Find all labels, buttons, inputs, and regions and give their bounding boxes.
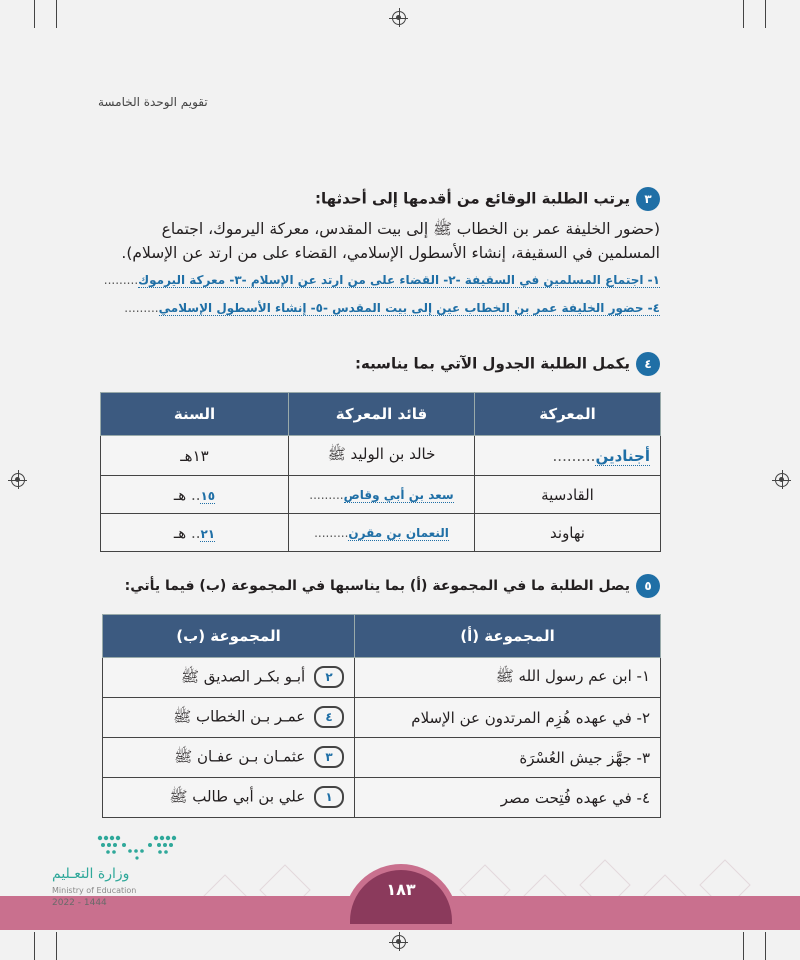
- crop-mark: [34, 932, 35, 960]
- column-header-battle: المعركة: [475, 393, 661, 436]
- question-3-number: ٣: [636, 187, 660, 211]
- table-row: [101, 514, 661, 552]
- battle-answer: أجنادين: [595, 446, 650, 465]
- question-3-line-2: المسلمين في السقيفة، إنشاء الأسطول الإسلامي، القضاء على من ارتد عن الإسلام).: [121, 244, 660, 262]
- group-a-cell: ٣- جهَّز جيش العُسْرَة: [355, 738, 661, 778]
- answer-dots: .........: [309, 487, 344, 502]
- table-row: [103, 658, 661, 698]
- registration-mark-icon: [392, 11, 406, 25]
- question-3-line-1: (حضور الخليفة عمر بن الخطاب ﷺ إلى بيت المقدس، معركة اليرموك، اجتماع: [161, 220, 660, 238]
- group-a-cell: ١- ابن عم رسول الله ﷺ: [355, 658, 661, 698]
- crop-mark: [743, 932, 744, 960]
- page-number: ١٨٣: [386, 880, 416, 899]
- ministry-logo-icon: [94, 832, 184, 862]
- question-3-heading: يرتب الطلبة الوقائع من أقدمها إلى أحدثها:: [314, 189, 630, 208]
- table-row: [101, 436, 661, 476]
- registration-mark-icon: [11, 473, 25, 487]
- crop-mark: [765, 0, 766, 28]
- match-number: ٣: [314, 746, 344, 768]
- page-header-title: تقويم الوحدة الخامسة: [98, 95, 208, 109]
- battle-cell: القادسية: [475, 476, 661, 514]
- table-row: [103, 738, 661, 778]
- question-4-number: ٤: [636, 352, 660, 376]
- question-4-heading: يكمل الطلبة الجدول الآتي بما يناسبه:: [354, 354, 630, 373]
- ministry-name-english: Ministry of Education: [52, 886, 137, 895]
- column-header-group-b: المجموعة (ب): [103, 615, 355, 658]
- answer-dots: .........: [552, 446, 596, 465]
- battle-cell: نهاوند: [475, 514, 661, 552]
- group-a-cell: ٢- في عهده هُزِم المرتدون عن الإسلام: [355, 698, 661, 738]
- column-header-leader: قائد المعركة: [289, 393, 475, 436]
- question-3: [100, 187, 660, 319]
- year-unit: هـ: [173, 523, 187, 542]
- ministry-name-arabic: وزارة التعـليم: [52, 866, 130, 882]
- leader-answer: النعمان بن مقرن: [348, 525, 449, 540]
- match-number: ٤: [314, 706, 344, 728]
- battle-cell: [475, 436, 661, 476]
- group-b-label: أبـو بكـر الصديق ﷺ: [180, 667, 306, 686]
- crop-mark: [56, 932, 57, 960]
- group-a-cell: ٤- في عهده فُتِحت مصر: [355, 778, 661, 818]
- crop-mark: [56, 0, 57, 28]
- question-5-heading: يصل الطلبة ما في المجموعة (أ) بما يناسبها في المجموعة (ب) فيما يأتي:: [124, 578, 630, 594]
- question-3-answer-row-2: [100, 297, 660, 319]
- leader-cell: [289, 476, 475, 514]
- registration-mark-icon: [392, 935, 406, 949]
- table-row: [103, 778, 661, 818]
- leader-answer: سعد بن أبي وقاص: [343, 487, 454, 502]
- table-row: [101, 476, 661, 514]
- question-3-answer-2: ٤- حضور الخليفة عمر بن الخطاب عين إلى بيت المقدس -٥- إنشاء الأسطول الإسلامي: [158, 301, 660, 315]
- answer-dots: .........: [124, 301, 159, 315]
- match-number: ٢: [314, 666, 344, 688]
- answer-dots: .........: [103, 273, 139, 287]
- group-b-label: عثمـان بـن عفـان ﷺ: [174, 747, 306, 766]
- group-b-cell: [103, 738, 355, 778]
- question-3-answer-row-1: [100, 269, 660, 291]
- year-cell: ١٣هـ: [101, 436, 289, 476]
- question-5-heading-row: [100, 574, 660, 598]
- table-row: [103, 698, 661, 738]
- question-5-number: ٥: [636, 574, 660, 598]
- leader-cell: خالد بن الوليد ﷺ: [289, 436, 475, 476]
- group-b-cell: [103, 698, 355, 738]
- group-b-label: علي بن أبي طالب ﷺ: [169, 787, 306, 806]
- question-4-heading-row: [100, 352, 660, 376]
- registration-mark-icon: [775, 473, 789, 487]
- answer-dots: ..: [190, 523, 201, 542]
- match-number: ١: [314, 786, 344, 808]
- year-cell: [101, 514, 289, 552]
- question-3-answer-1: ١- اجتماع المسلمين في السقيفة -٢- القضاء على من ارتد عن الإسلام -٣- معركة اليرموك: [138, 273, 660, 287]
- year-cell: [101, 476, 289, 514]
- answer-dots: .........: [314, 525, 349, 540]
- crop-mark: [34, 0, 35, 28]
- year-answer: ١٥: [200, 488, 216, 503]
- year-unit: هـ: [173, 485, 187, 504]
- answer-dots: ..: [190, 485, 201, 504]
- group-b-cell: [103, 778, 355, 818]
- group-b-label: عمـر بـن الخطاب ﷺ: [173, 707, 306, 726]
- column-header-group-a: المجموعة (أ): [355, 615, 661, 658]
- question-3-heading-row: [100, 187, 660, 211]
- leader-cell: [289, 514, 475, 552]
- year-answer: ٢١: [200, 526, 216, 541]
- column-header-year: السنة: [101, 393, 289, 436]
- crop-mark: [765, 932, 766, 960]
- ministry-year: 2022 - 1444: [52, 898, 107, 908]
- matching-table: [102, 614, 661, 818]
- battles-table: [100, 392, 661, 552]
- group-b-cell: [103, 658, 355, 698]
- crop-mark: [743, 0, 744, 28]
